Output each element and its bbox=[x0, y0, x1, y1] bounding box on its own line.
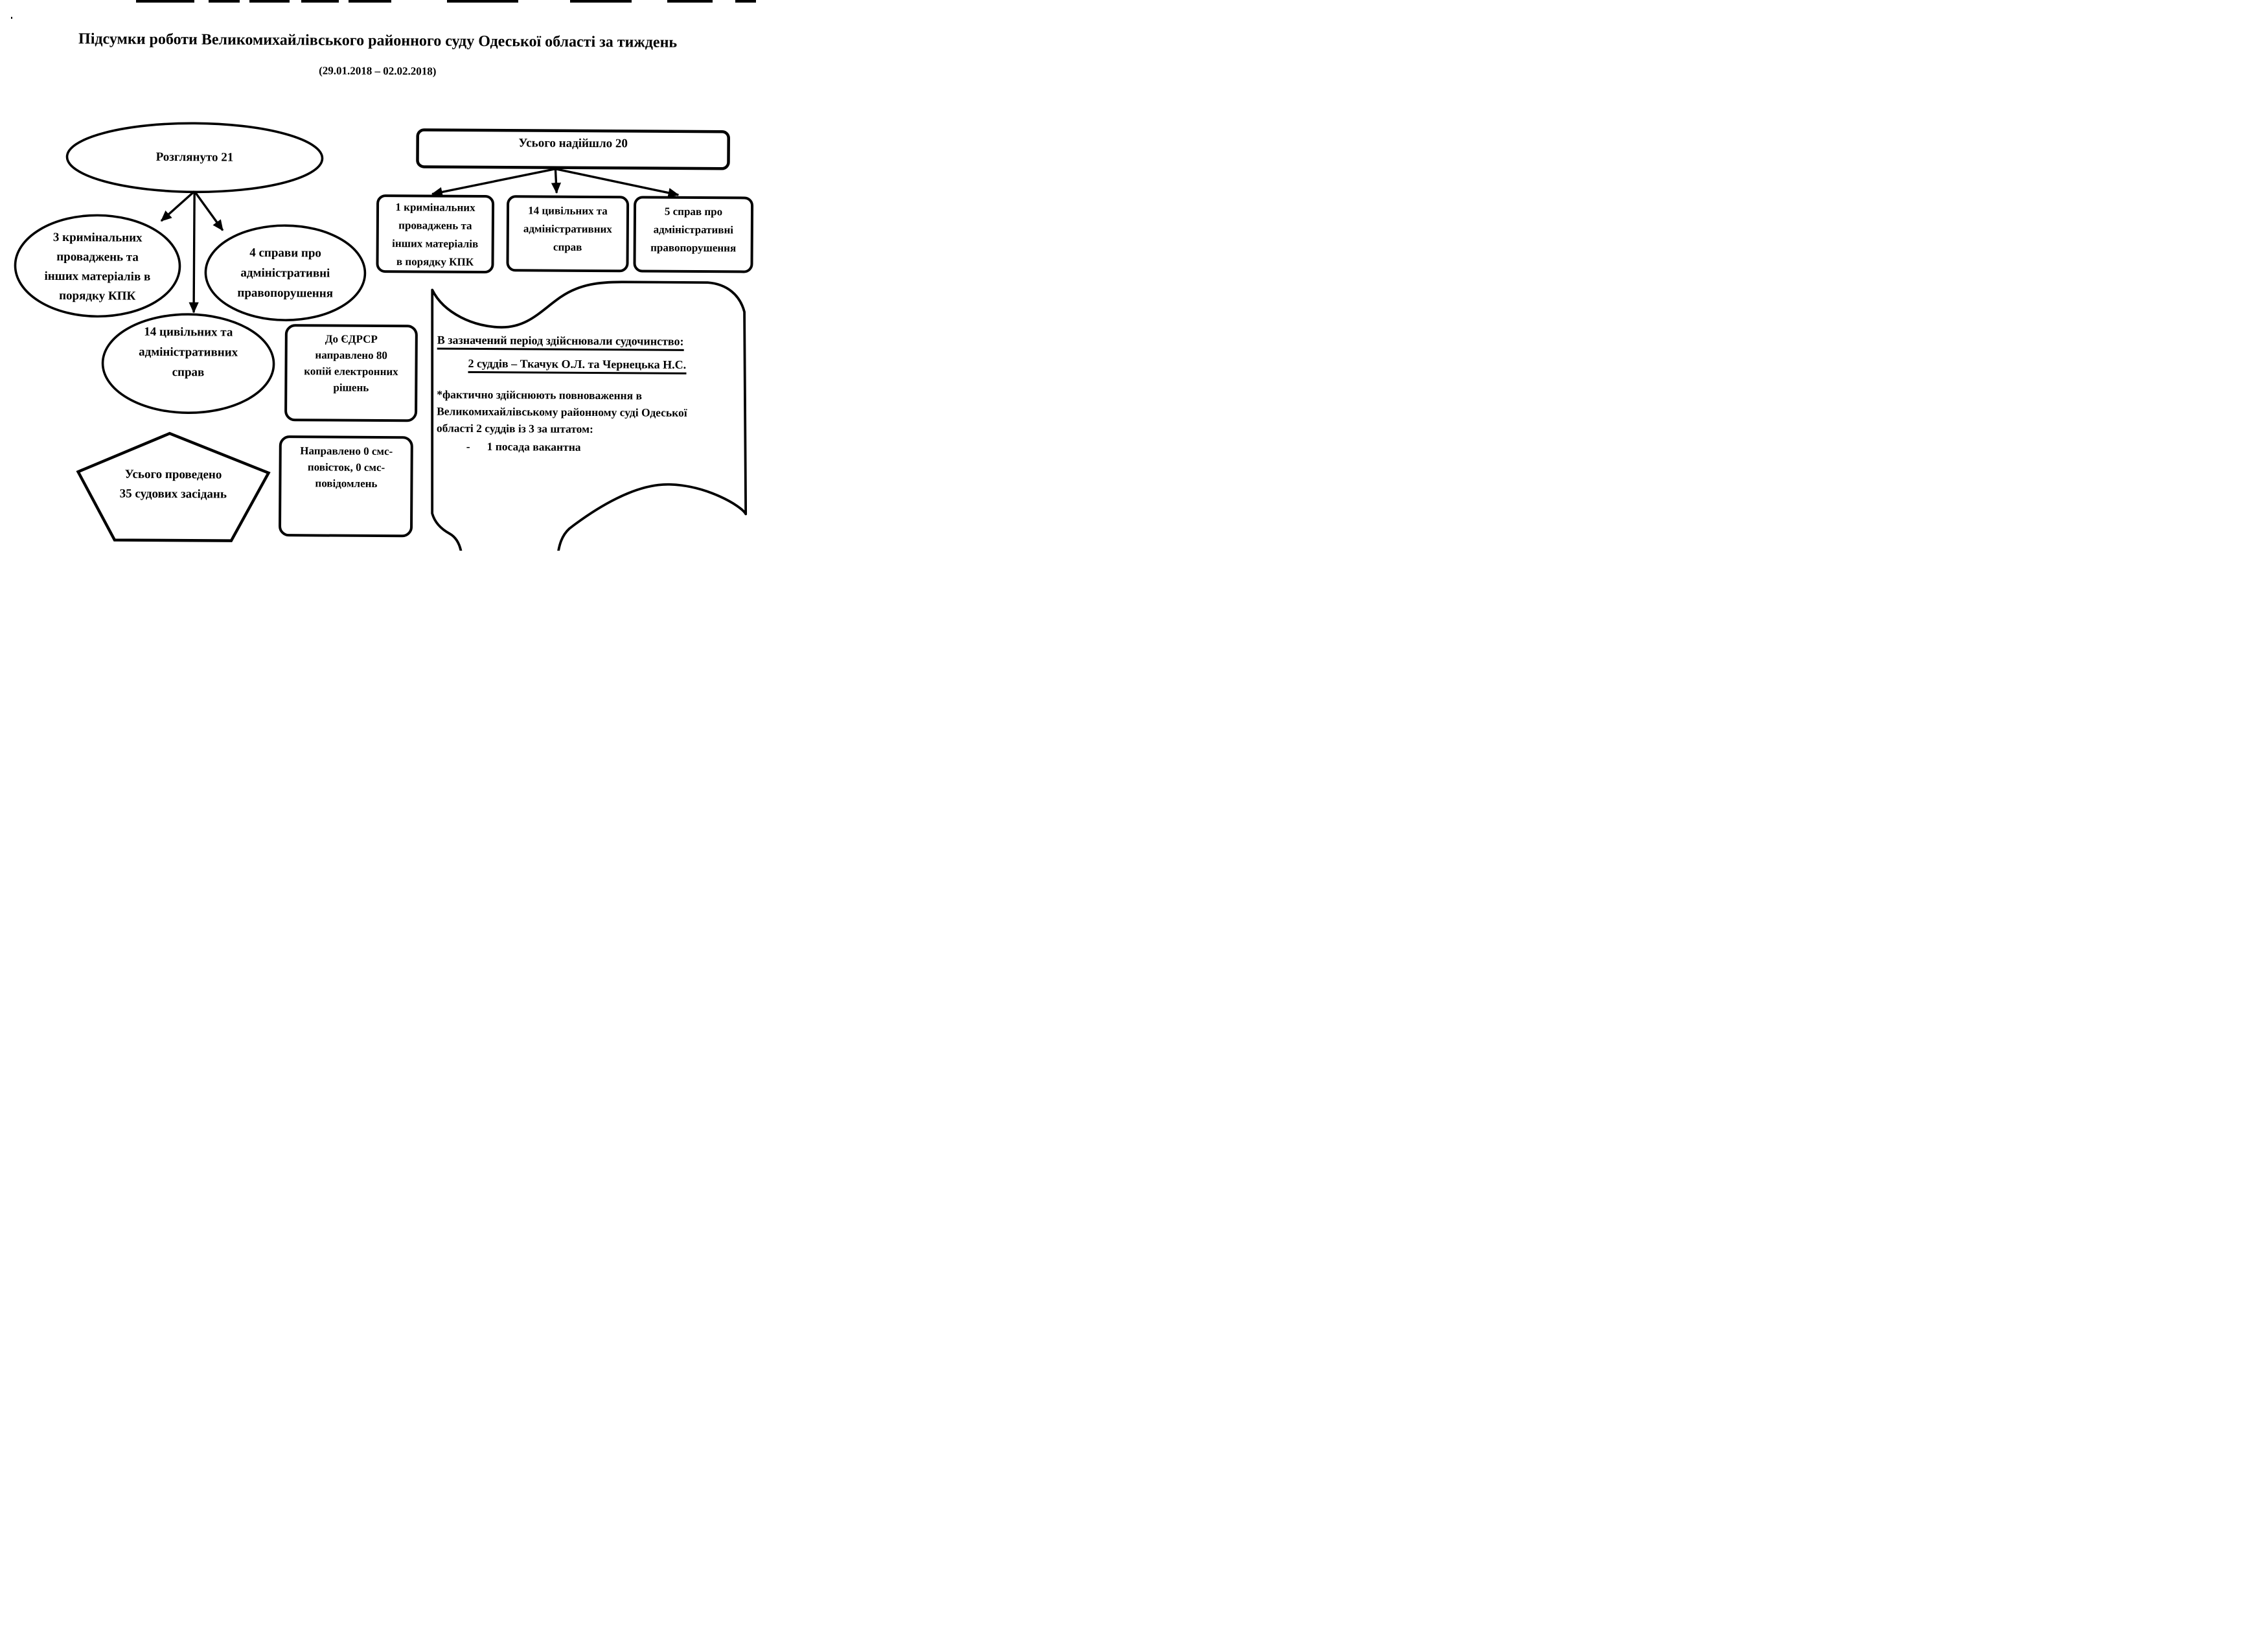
label-line: повідомлень bbox=[315, 476, 378, 490]
judges-heading: В зазначений період здійснювали судочинство: bbox=[437, 334, 684, 351]
label-reviewed-civil bbox=[113, 321, 264, 383]
label-line: 14 цивільних та bbox=[528, 204, 608, 218]
bullet-dash: - bbox=[466, 439, 470, 453]
arrow-received-to-admin-offense bbox=[555, 169, 678, 195]
label-line: проваджень та bbox=[56, 249, 139, 264]
label-line: в порядку КПК bbox=[396, 255, 474, 268]
label-line: 1 кримінальних bbox=[395, 201, 475, 214]
label-line: адміністративні bbox=[653, 223, 734, 236]
label-line: 35 судових засідань bbox=[119, 487, 227, 501]
judges-panel bbox=[437, 334, 747, 455]
label-line: справ bbox=[553, 240, 582, 253]
bullet-text: 1 посада вакантна bbox=[487, 440, 581, 453]
label-reviewed-admin-offense bbox=[212, 241, 359, 304]
label-line: Направлено 0 смс- bbox=[300, 444, 393, 457]
note-line: Великомихайлівському районному суді Одеської bbox=[437, 404, 687, 419]
label-line: правопорушення bbox=[650, 241, 737, 255]
label-line: Усього проведено bbox=[124, 467, 222, 482]
label-received-civil bbox=[510, 200, 626, 258]
arrow-reviewed-to-criminal bbox=[161, 191, 194, 221]
label-reviewed-total bbox=[117, 146, 272, 169]
label-line: 14 цивільних та bbox=[144, 325, 233, 339]
label-sms bbox=[284, 441, 407, 493]
label-line: інших матеріалів в bbox=[44, 269, 151, 284]
judges-bullet bbox=[466, 440, 746, 455]
label-sessions bbox=[94, 466, 252, 503]
label-line: порядку КПК bbox=[59, 289, 136, 303]
label-line: адміністративних bbox=[139, 345, 238, 360]
scanned-report-page bbox=[0, 0, 756, 551]
label-line: адміністративних bbox=[523, 222, 612, 236]
label-received-admin-offense bbox=[636, 201, 751, 258]
label-line: повісток, 0 смс- bbox=[307, 460, 385, 474]
label-line: інших матеріалів bbox=[392, 237, 479, 250]
label-line: 3 кримінальних bbox=[52, 230, 143, 245]
label-edrsr bbox=[290, 330, 412, 396]
label-line: проваджень та bbox=[398, 219, 472, 232]
label-received-criminal bbox=[380, 200, 490, 270]
page-title: Підсумки роботи Великомихайлівського районного суду Одеської області за тиждень bbox=[78, 30, 678, 51]
label-line: 5 справ про bbox=[664, 205, 723, 218]
label-line: Усього надійшло 20 bbox=[518, 136, 628, 151]
arrow-received-to-criminal bbox=[432, 168, 555, 195]
label-line: справ bbox=[172, 365, 205, 379]
report-period: (29.01.2018 – 02.02.2018) bbox=[319, 64, 437, 78]
arrow-received-to-civil bbox=[555, 169, 556, 193]
arrow-reviewed-to-admin-offense bbox=[194, 191, 223, 230]
note-line: *фактично здійснюють повноваження в bbox=[437, 387, 643, 402]
judges-note bbox=[437, 386, 746, 439]
label-line: адміністративні bbox=[240, 266, 330, 281]
label-line: правопорушення bbox=[237, 286, 334, 301]
label-line: До ЄДРСР bbox=[325, 332, 378, 346]
label-line: копій електронних bbox=[304, 365, 398, 378]
label-line: 4 справи про bbox=[249, 246, 322, 260]
judges-subheading: 2 суддів – Ткачук О.Л. та Чернецька Н.С. bbox=[468, 357, 686, 374]
label-line: Розглянуто 21 bbox=[155, 150, 234, 165]
label-reviewed-criminal bbox=[23, 226, 172, 308]
note-line: області 2 суддів із 3 за штатом: bbox=[436, 421, 593, 436]
label-line: рішень bbox=[333, 381, 369, 394]
label-received-total bbox=[419, 131, 727, 156]
label-line: направлено 80 bbox=[315, 349, 387, 362]
